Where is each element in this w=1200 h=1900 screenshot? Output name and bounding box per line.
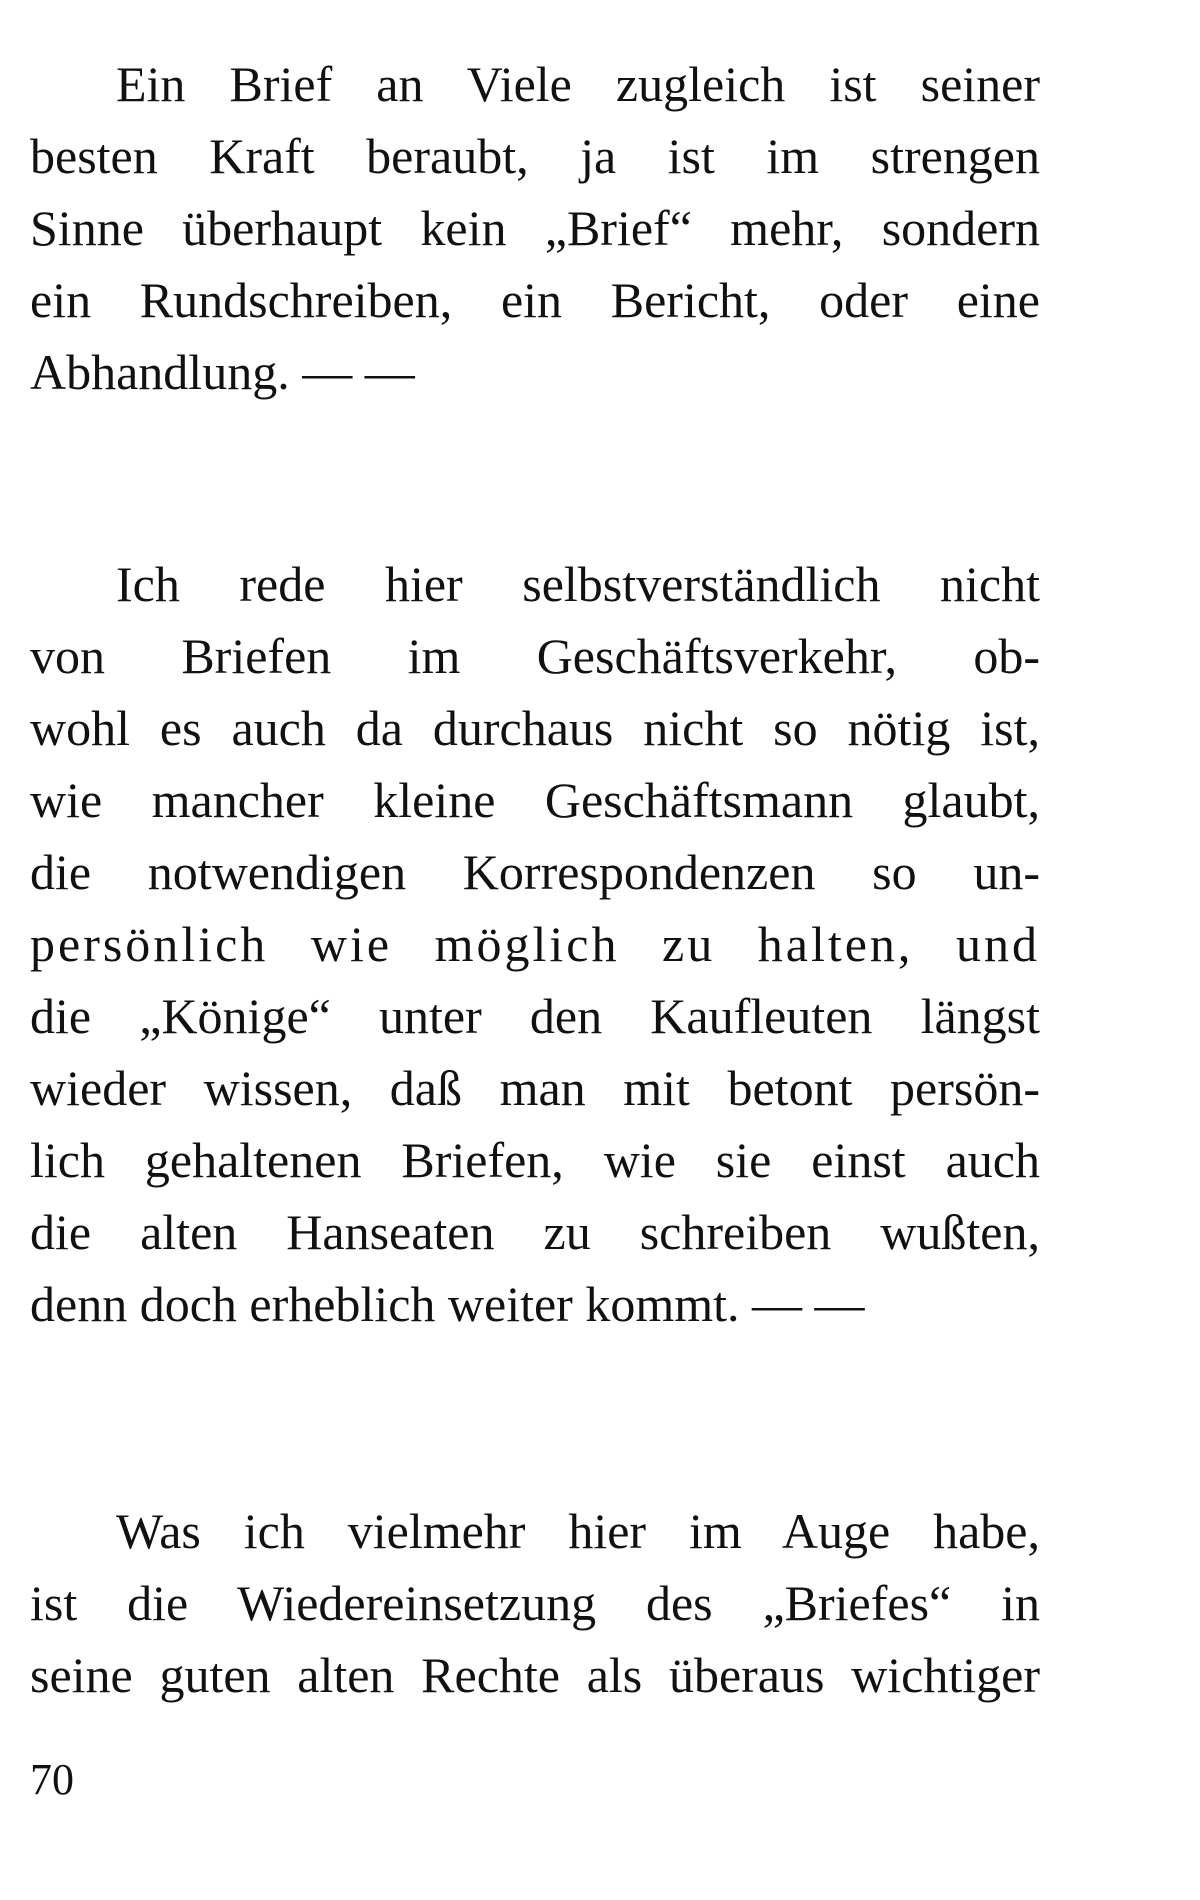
paragraph-1 [30,48,1040,408]
text-line: ein Rundschreiben, ein Bericht, oder eine [30,272,1040,328]
text-line: die notwendigen Korrespondenzen so un- [30,844,1040,900]
text-line: Sinne überhaupt kein „Brief“ mehr, sondern [30,200,1040,256]
text-line: lich gehaltenen Briefen, wie sie einst auch [30,1132,1040,1188]
text-line: Ein Brief an Viele zugleich ist seiner [116,56,1040,112]
text-line: von Briefen im Geschäftsverkehr, ob- [30,628,1040,684]
text-line: wieder wissen, daß man mit betont persön- [30,1060,1040,1116]
text-line: die „Könige“ unter den Kaufleuten längst [30,988,1040,1044]
text-line: denn doch erheblich weiter kommt. — — [30,1276,865,1332]
text-line: Ich rede hier selbstverständlich nicht [116,556,1040,612]
text-line: besten Kraft beraubt, ja ist im strengen [30,128,1040,184]
text-line: die alten Hanseaten zu schreiben wußten, [30,1204,1040,1260]
text-line: Abhandlung. — — [30,344,415,400]
text-line: ist die Wiedereinsetzung des „Briefes“ in [30,1575,1040,1631]
paragraph-2 [30,548,1040,1340]
text-line: wie mancher kleine Geschäftsmann glaubt, [30,772,1040,828]
paragraph-3 [30,1495,1040,1711]
text-line: wohl es auch da durchaus nicht so nötig ist, [30,700,1040,756]
text-line: seine guten alten Rechte als überaus wichtiger [30,1647,1040,1703]
page-number: 70 [30,1755,74,1804]
text-line: Was ich vielmehr hier im Auge habe, [116,1503,1040,1559]
text-line: persönlich wie möglich zu halten, und [30,916,1040,972]
